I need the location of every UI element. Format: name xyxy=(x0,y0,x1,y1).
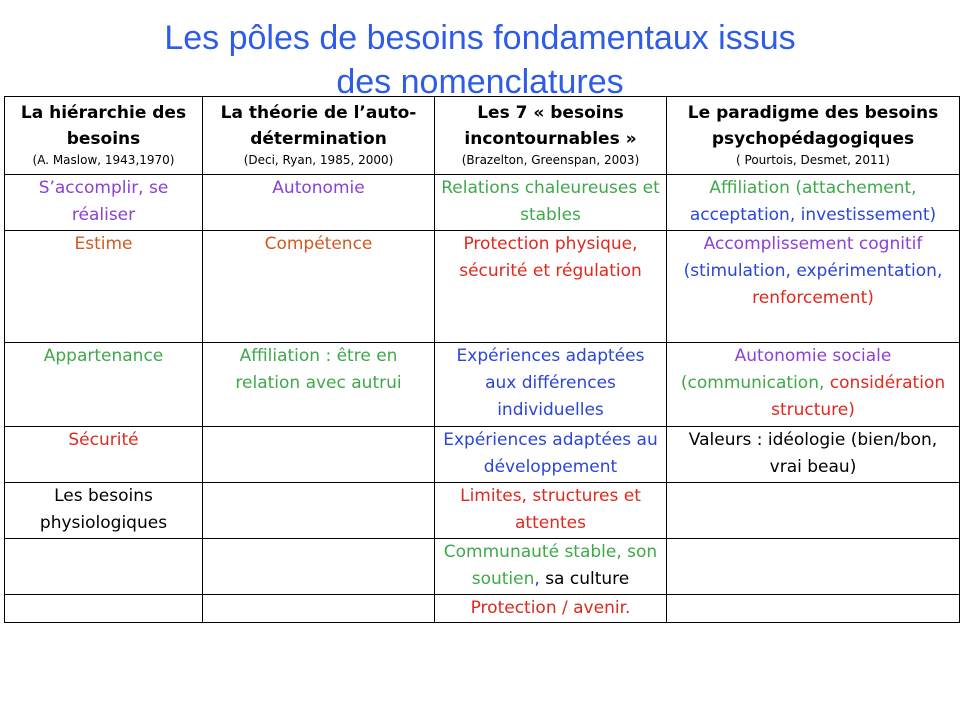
title-line-1: Les pôles de besoins fondamentaux issus xyxy=(164,19,796,57)
cell-text: Les besoins physiologiques xyxy=(39,486,168,533)
table-cell-deci-ryan xyxy=(203,483,435,539)
table-cell-maslow xyxy=(5,539,203,595)
table-cell-pourtois xyxy=(667,175,960,231)
table-cell-maslow xyxy=(5,483,203,539)
table-cell-brazelton xyxy=(435,175,667,231)
cell-text: Expériences adaptées au développement xyxy=(443,430,658,477)
table-row xyxy=(5,539,960,595)
table-cell-pourtois xyxy=(667,343,960,427)
table-cell-deci-ryan xyxy=(203,231,435,343)
header-label: Le paradigme des besoins psychopédagogiques xyxy=(687,103,939,149)
cell-text: Affiliation (attachement, xyxy=(709,178,917,198)
header-label: La théorie de l’auto-détermination xyxy=(220,103,417,149)
table-cell-maslow xyxy=(5,427,203,483)
table-cell-maslow xyxy=(5,175,203,231)
table-cell-brazelton xyxy=(435,595,667,623)
table-row xyxy=(5,343,960,427)
cell-text: acceptation, investissement) xyxy=(689,205,937,225)
needs-table xyxy=(4,96,960,623)
cell-text: (stimulation, expérimentation, xyxy=(683,261,943,281)
cell-text: Estime xyxy=(74,234,133,254)
table-cell-maslow xyxy=(5,343,203,427)
table-cell-deci-ryan xyxy=(203,427,435,483)
cell-text: S’accomplir, se réaliser xyxy=(38,178,169,225)
table-cell-pourtois xyxy=(667,539,960,595)
header-source: (A. Maslow, 1943,1970) xyxy=(32,153,175,167)
table-cell-deci-ryan xyxy=(203,539,435,595)
table-row xyxy=(5,427,960,483)
cell-text: Communauté stable, son soutien xyxy=(443,542,658,589)
header-source: (Deci, Ryan, 1985, 2000) xyxy=(243,153,394,167)
table-cell-pourtois xyxy=(667,595,960,623)
table-row xyxy=(5,483,960,539)
table-cell-pourtois xyxy=(667,231,960,343)
table-cell-brazelton xyxy=(435,483,667,539)
table-body xyxy=(5,175,960,623)
table-cell-deci-ryan xyxy=(203,595,435,623)
table-cell-maslow xyxy=(5,231,203,343)
cell-text: Accomplissement cognitif xyxy=(703,234,923,254)
table-cell-brazelton xyxy=(435,539,667,595)
table-cell-brazelton xyxy=(435,231,667,343)
table-cell-brazelton xyxy=(435,343,667,427)
cell-text: (communication, xyxy=(680,373,830,393)
header-label: Les 7 « besoins incontournables » xyxy=(464,103,637,149)
header-deci-ryan xyxy=(203,97,435,175)
cell-text: Valeurs : idéologie (bien/bon, vrai beau) xyxy=(688,430,938,477)
table-cell-brazelton xyxy=(435,427,667,483)
header-pourtois xyxy=(667,97,960,175)
page-title xyxy=(0,16,960,104)
header-maslow xyxy=(5,97,203,175)
table-cell-pourtois xyxy=(667,483,960,539)
cell-text: Relations chaleureuses et stables xyxy=(441,178,660,225)
cell-text: renforcement) xyxy=(752,288,874,308)
cell-text: Autonomie sociale xyxy=(734,346,892,366)
cell-text: considération structure) xyxy=(771,373,946,420)
cell-text: Appartenance xyxy=(43,346,164,366)
header-source: ( Pourtois, Desmet, 2011) xyxy=(736,153,890,167)
cell-text: Expériences adaptées aux différences individuelles xyxy=(456,346,645,420)
table-row xyxy=(5,231,960,343)
cell-text: Sécurité xyxy=(68,430,139,450)
cell-text: Protection physique, sécurité et régulation xyxy=(459,234,642,281)
cell-text: Compétence xyxy=(264,234,373,254)
table-cell-maslow xyxy=(5,595,203,623)
cell-text: Protection / avenir. xyxy=(470,598,631,618)
table-cell-deci-ryan xyxy=(203,343,435,427)
cell-text: Autonomie xyxy=(272,178,365,198)
header-row xyxy=(5,97,960,175)
table-cell-deci-ryan xyxy=(203,175,435,231)
table-row xyxy=(5,595,960,623)
table-row xyxy=(5,175,960,231)
header-label: La hiérarchie des besoins xyxy=(20,103,187,149)
header-source: (Brazelton, Greenspan, 2003) xyxy=(461,153,640,167)
cell-text: sa culture xyxy=(545,569,630,589)
cell-text: Limites, structures et attentes xyxy=(460,486,641,533)
cell-text: , xyxy=(534,569,546,589)
title-line-2: des nomenclatures xyxy=(336,63,624,101)
cell-text: Affiliation : être en relation avec autrui xyxy=(235,346,402,393)
header-brazelton xyxy=(435,97,667,175)
table-cell-pourtois xyxy=(667,427,960,483)
